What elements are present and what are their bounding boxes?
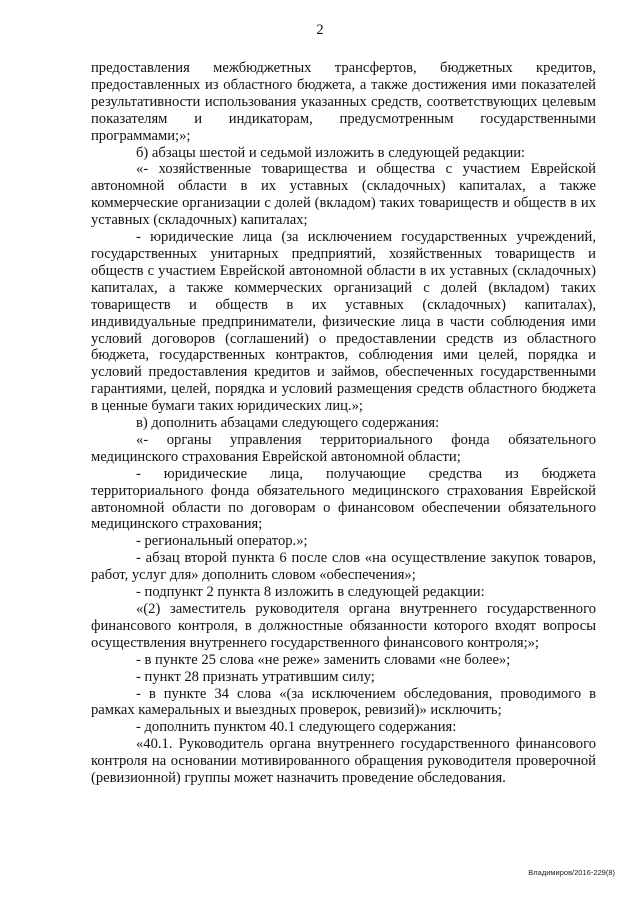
paragraph-legal-entities: - юридические лица (за исключением государственных учреждений, государственных унитарных предприятий, хозяйственных товариществ и обществ с участием Еврейской автономной области в их уставных (складочных) капиталах, а также коммерческих организаций с долей (вкладом) таких товариществ и обществ в их уставных (складочных) капиталах), индивидуальные предприниматели, физические лица в части соблюдения ими условий договоров (соглашений) о предоставлении средств из областного бюджета, государственных контрактов, соблюдения ими целей, порядка и условий предоставления кредитов и займов, обеспеченных государственными гарантиями, целей, порядка и условий размещения средств областного бюджета в ценные бумаги таких юридических лиц.»; — [91, 229, 596, 415]
paragraph-fund-recipients: - юридические лица, получающие средства из бюджета территориального фонда обязательного медицинского страхования Еврейской автономной области по договорам о финансовом обеспечении обязательного медицинского страхования; — [91, 465, 596, 533]
paragraph-quote-partnerships: «- хозяйственные товарищества и общества с участием Еврейской автономной области в их уставных (складочных) капиталах, а также коммерческие организации с долей (вкладом) таких товариществ и обществ в их уставных (складочных) капиталах; — [91, 161, 596, 229]
document-footer-code: Владимиров/2016-229(8) — [528, 868, 615, 877]
paragraph-item-6: - абзац второй пункта 6 после слов «на осуществление закупок товаров, работ, услуг для» дополнить словом «обеспечения»; — [91, 550, 596, 584]
paragraph-quote-fund-bodies: «- органы управления территориального фонда обязательного медицинского страхования Еврейской автономной области; — [91, 431, 596, 465]
paragraph-subitem-v: в) дополнить абзацами следующего содержания: — [136, 415, 440, 432]
paragraph-quote-deputy: «(2) заместитель руководителя органа внутреннего государственного финансового контроля, в должностные обязанности которого входят вопросы осуществления внутреннего государственного финансового контроля;»; — [91, 601, 596, 651]
paragraph-item-8: - подпункт 2 пункта 8 изложить в следующей редакции: — [136, 584, 485, 601]
paragraph-quote-40-1: «40.1. Руководитель органа внутреннего государственного финансового контроля на основании мотивированного обращения руководителя проверочной (ревизионной) группы может назначить проведение обследования. — [91, 736, 596, 787]
paragraph-item-34: - в пункте 34 слова «(за исключением обследования, проводимого в рамках камеральных и выездных проверок, ревизий)» исключить; — [91, 685, 596, 719]
paragraph-continuation: предоставления межбюджетных трансфертов, бюджетных кредитов, предоставленных из областного бюджета, а также достижения ими показателей результативности использования указанных средств, соответствующих целевым показателям и индикаторам, предусмотренным государственными программами;»; — [91, 60, 596, 144]
paragraph-add-40-1: - дополнить пунктом 40.1 следующего содержания: — [136, 719, 457, 736]
paragraph-item-25: - в пункте 25 слова «не реже» заменить словами «не более»; — [136, 651, 511, 668]
paragraph-regional-operator: - региональный оператор.»; — [136, 533, 308, 550]
document-body — [91, 60, 596, 787]
paragraph-subitem-b: б) абзацы шестой и седьмой изложить в следующей редакции: — [136, 144, 526, 161]
page-number: 2 — [316, 22, 324, 38]
paragraph-item-28: - пункт 28 признать утратившим силу; — [136, 668, 375, 685]
